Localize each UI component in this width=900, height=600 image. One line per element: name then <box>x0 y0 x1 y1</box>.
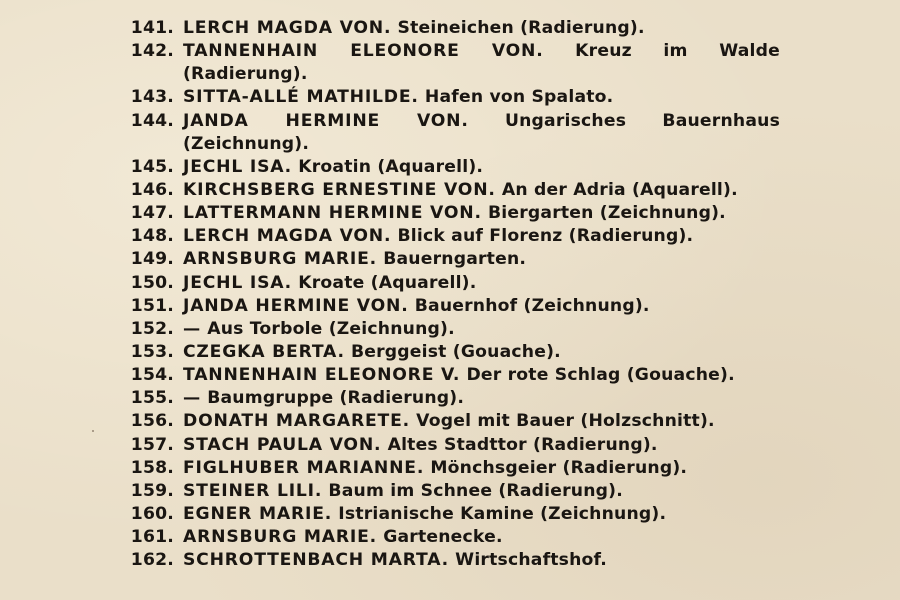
entry-number: 148. <box>130 226 174 247</box>
entry-text <box>183 410 790 433</box>
entry-artist: SCHROTTENBACH MARTA. <box>183 550 449 571</box>
entry-number: 147. <box>130 203 174 224</box>
entry-number: 161. <box>130 527 174 548</box>
catalog-entry <box>0 156 900 179</box>
catalog-entry <box>0 503 900 526</box>
entry-title: Steineichen (Radierung). <box>397 18 645 38</box>
entry-title: Kroate (Aquarell). <box>298 272 477 293</box>
entry-artist: JECHL ISA. <box>183 156 292 177</box>
entry-artist: LATTERMANN HERMINE VON. <box>183 203 482 224</box>
entry-number: 146. <box>130 180 174 201</box>
catalog-entry <box>0 248 900 271</box>
entry-artist: LERCH MAGDA VON. <box>183 226 392 247</box>
paper-speck <box>92 430 94 432</box>
entry-artist: TANNENHAIN ELEONORE V. <box>183 365 461 386</box>
catalog-entry <box>0 202 900 225</box>
catalog-entry <box>0 110 900 156</box>
catalog-entry <box>0 17 900 40</box>
entry-text <box>183 40 780 86</box>
entry-text <box>183 480 790 503</box>
catalog-entry <box>0 318 900 341</box>
catalog-entry <box>0 526 900 549</box>
catalog-entry <box>0 410 900 433</box>
entry-artist: JANDA HERMINE VON. <box>183 295 409 316</box>
entry-title: Biergarten (Zeichnung). <box>487 203 726 224</box>
entry-title: Baum im Schnee (Radierung). <box>328 480 623 501</box>
entry-number: 162. <box>130 550 174 571</box>
entry-text <box>183 503 790 526</box>
entry-text <box>183 202 790 225</box>
catalog-entry <box>0 457 900 480</box>
entry-title: Bauernhof (Zeichnung). <box>414 295 650 316</box>
entry-artist: CZEGKA BERTA. <box>183 342 345 362</box>
entry-title: Kroatin (Aquarell). <box>298 156 484 177</box>
entry-number: 144. <box>130 110 174 131</box>
entry-artist: — <box>183 388 201 409</box>
entry-number: 151. <box>130 295 174 316</box>
entry-text <box>183 549 790 572</box>
entry-artist: ARNSBURG MARIE. <box>183 527 377 548</box>
entry-title: Baumgruppe (Radierung). <box>207 388 465 409</box>
entry-artist: STEINER LILI. <box>183 480 323 501</box>
entry-text <box>183 364 790 387</box>
entry-artist: KIRCHSBERG ERNESTINE VON. <box>183 180 496 201</box>
catalog-entry <box>0 480 900 503</box>
entry-artist: FIGLHUBER MARIANNE. <box>183 457 425 478</box>
catalog-list <box>0 17 900 572</box>
entry-number: 155. <box>130 388 174 409</box>
entry-text <box>183 110 780 156</box>
catalog-entry <box>0 295 900 318</box>
entry-number: 153. <box>130 342 174 362</box>
entry-title: Vogel mit Bauer (Holzschnitt). <box>416 411 715 432</box>
entry-text <box>183 86 790 109</box>
entry-number: 141. <box>130 18 174 38</box>
entry-title: Blick auf Florenz (Radierung). <box>397 226 694 247</box>
entry-title: Altes Stadttor (Radierung). <box>387 434 658 455</box>
entry-title: Wirtschaftshof. <box>455 550 608 571</box>
entry-artist: JECHL ISA. <box>183 272 292 293</box>
catalog-entry <box>0 434 900 457</box>
entry-artist: TANNENHAIN ELEONORE VON. <box>183 41 544 62</box>
entry-text <box>183 318 790 341</box>
entry-number: 149. <box>130 249 174 270</box>
entry-artist: JANDA HERMINE VON. <box>183 110 469 131</box>
entry-text <box>183 341 790 364</box>
entry-number: 160. <box>130 503 174 524</box>
catalog-entry <box>0 40 900 86</box>
entry-title: Hafen von Spalato. <box>424 87 614 108</box>
catalog-entry <box>0 387 900 410</box>
entry-number: 143. <box>130 87 174 108</box>
entry-text <box>183 387 790 410</box>
entry-number: 156. <box>130 411 174 432</box>
entry-text <box>183 526 790 549</box>
entry-title: Aus Torbole (Zeichnung). <box>207 318 455 339</box>
entry-title: Bauerngarten. <box>383 249 527 270</box>
entry-number: 152. <box>130 318 174 339</box>
entry-number: 150. <box>130 272 174 293</box>
catalog-entry <box>0 549 900 572</box>
entry-text <box>183 248 790 271</box>
entry-text <box>183 457 790 480</box>
entry-title: Ungarisches Bauernhaus (Zeichnung). <box>183 110 780 154</box>
entry-text <box>183 434 790 457</box>
entry-text <box>183 225 790 248</box>
entry-title: Istrianische Kamine (Zeichnung). <box>338 503 667 524</box>
entry-text <box>183 272 790 295</box>
catalog-entry <box>0 86 900 109</box>
entry-title: Gartenecke. <box>383 527 503 548</box>
entry-text <box>183 179 790 202</box>
entry-title: Kreuz im Walde (Radierung). <box>183 41 781 85</box>
catalog-entry <box>0 179 900 202</box>
entry-text <box>183 17 790 40</box>
catalog-entry <box>0 364 900 387</box>
entry-number: 158. <box>130 457 174 478</box>
entry-title: Mönchsgeier (Radierung). <box>430 457 688 478</box>
entry-artist: STACH PAULA VON. <box>183 434 382 455</box>
entry-number: 154. <box>130 365 174 386</box>
entry-title: An der Adria (Aquarell). <box>501 180 738 201</box>
catalog-entry <box>0 225 900 248</box>
catalog-entry <box>0 341 900 364</box>
catalog-entry <box>0 272 900 295</box>
entry-number: 142. <box>130 41 174 62</box>
entry-text <box>183 295 790 318</box>
entry-number: 145. <box>130 156 174 177</box>
entry-artist: LERCH MAGDA VON. <box>183 18 392 38</box>
entry-number: 159. <box>130 480 174 501</box>
entry-title: Berggeist (Gouache). <box>350 342 561 362</box>
entry-artist: DONATH MARGARETE. <box>183 411 410 432</box>
entry-artist: EGNER MARIE. <box>183 503 333 524</box>
entry-artist: ARNSBURG MARIE. <box>183 249 377 270</box>
entry-artist: SITTA-ALLÉ MATHILDE. <box>183 87 419 108</box>
entry-artist: — <box>183 318 201 339</box>
entry-text <box>183 156 790 179</box>
entry-title: Der rote Schlag (Gouache). <box>466 365 735 386</box>
entry-number: 157. <box>130 434 174 455</box>
